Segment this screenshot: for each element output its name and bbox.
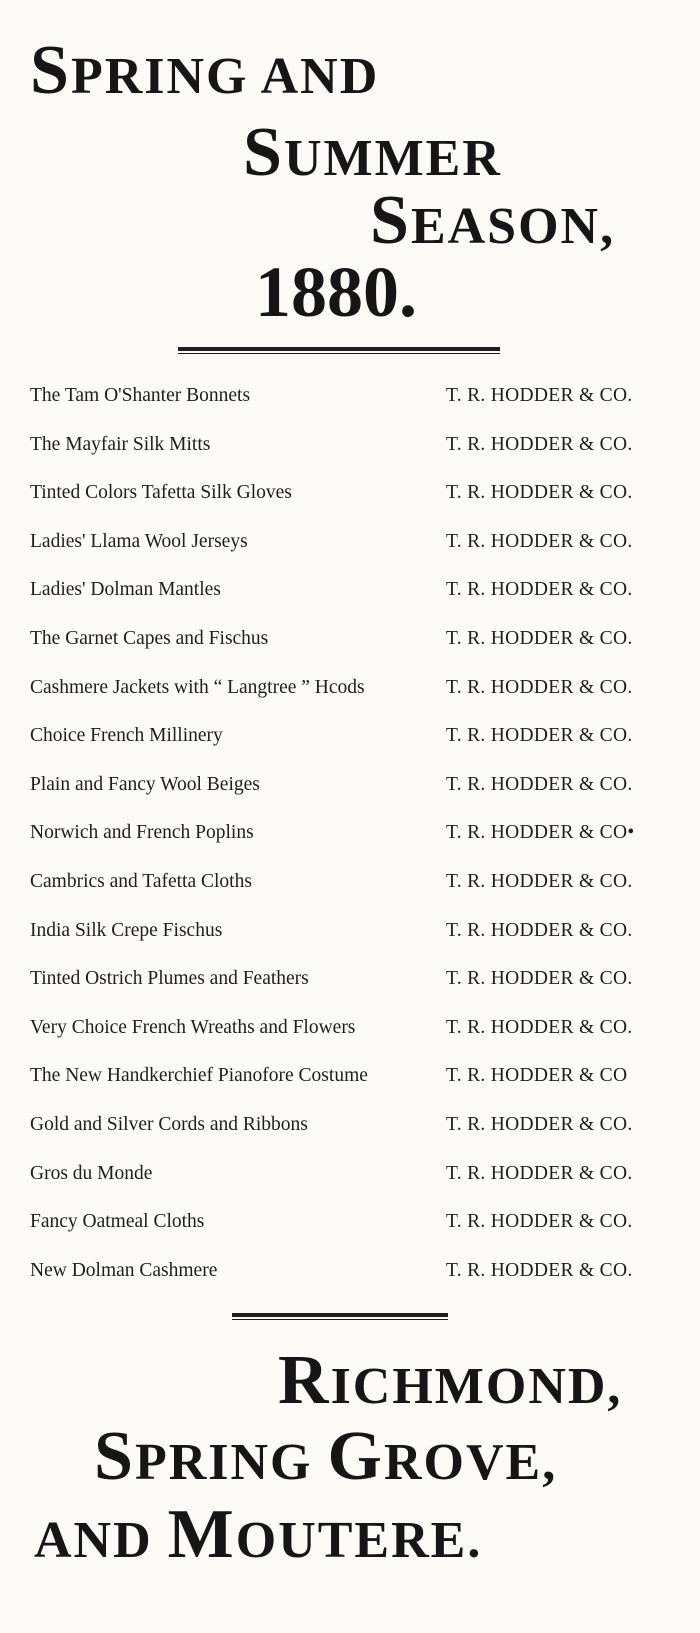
footer-initial: M: [167, 1496, 236, 1573]
heading-line-spring-and: [30, 32, 380, 109]
list-item: [0, 579, 700, 628]
list-item: [0, 822, 700, 871]
footer-text: ICHMOND,: [330, 1358, 623, 1415]
top-divider: [178, 347, 500, 354]
item-vendor: T. R. HODDER & CO.: [446, 433, 633, 455]
item-name: Very Choice French Wreaths and Flowers: [30, 1016, 356, 1038]
item-name: Gold and Silver Cords and Ribbons: [30, 1113, 308, 1135]
item-vendor: T. R. HODDER & CO.: [446, 1016, 633, 1038]
item-name: Cambrics and Tafetta Cloths: [30, 870, 252, 892]
list-item: [0, 1065, 700, 1114]
item-vendor: T. R. HODDER & CO.: [446, 1259, 633, 1281]
item-vendor: T. R. HODDER & CO.: [446, 919, 633, 941]
item-vendor: T. R. HODDER & CO: [446, 1065, 628, 1087]
item-name: The Tam O'Shanter Bonnets: [30, 385, 251, 406]
footer-text: OUTERE.: [235, 1512, 483, 1569]
heading-initial: S: [30, 32, 71, 109]
item-name: The Mayfair Silk Mitts: [30, 433, 211, 455]
heading-line-summer: [243, 114, 502, 191]
footer-line-moutere: [34, 1496, 483, 1573]
list-item: [0, 1163, 700, 1212]
item-name: Choice French Millinery: [30, 725, 223, 747]
heading-text: UMMER: [283, 130, 502, 187]
item-name: Tinted Colors Tafetta Silk Gloves: [30, 482, 292, 504]
footer-text: ROVE,: [383, 1434, 558, 1491]
list-item: [0, 871, 700, 920]
item-vendor: T. R. HODDER & CO.: [446, 482, 633, 504]
item-vendor: T. R. HODDER & CO.: [446, 530, 633, 552]
heading-initial: S: [370, 182, 411, 259]
item-vendor: T. R. HODDER & CO.: [446, 1113, 633, 1135]
footer-text: AND: [34, 1512, 168, 1569]
footer-initial: R: [278, 1342, 331, 1419]
list-item: [0, 628, 700, 677]
item-name: Ladies' Dolman Mantles: [30, 579, 221, 601]
list-item: [0, 482, 700, 531]
item-list: [0, 385, 700, 1308]
item-vendor: T. R. HODDER & CO.: [446, 579, 633, 601]
list-item: [0, 920, 700, 969]
list-item: [0, 385, 700, 434]
list-item: [0, 1114, 700, 1163]
item-vendor: T. R. HODDER & CO.: [446, 1211, 633, 1233]
footer-line-spring-grove: [94, 1418, 558, 1495]
item-vendor: T. R. HODDER & CO.: [446, 870, 633, 892]
item-name: Plain and Fancy Wool Beiges: [30, 773, 260, 795]
list-item: [0, 1260, 700, 1309]
item-vendor: T. R. HODDER & CO.: [446, 773, 633, 795]
item-name: India Silk Crepe Fischus: [30, 919, 223, 941]
footer-initial: G: [327, 1418, 384, 1495]
item-name: Fancy Oatmeal Cloths: [30, 1211, 205, 1233]
item-vendor: T. R. HODDER & CO.: [446, 1162, 633, 1184]
list-item: [0, 968, 700, 1017]
footer-initial: S: [94, 1418, 135, 1495]
item-name: Gros du Monde: [30, 1162, 153, 1184]
list-item: [0, 1017, 700, 1066]
list-item: [0, 677, 700, 726]
list-item: [0, 531, 700, 580]
footer-line-richmond: [278, 1342, 623, 1419]
heading-initial: S: [243, 114, 284, 191]
item-vendor: T. R. HODDER & CO.: [446, 385, 633, 406]
item-vendor: T. R. HODDER & CO.: [446, 676, 633, 698]
list-item: [0, 725, 700, 774]
item-vendor: T. R. HODDER & CO•: [446, 822, 635, 844]
heading-line-season: [370, 182, 616, 259]
heading-year: 1880.: [255, 252, 417, 332]
list-item: [0, 774, 700, 823]
item-vendor: T. R. HODDER & CO.: [446, 725, 633, 747]
list-item: [0, 1211, 700, 1260]
item-vendor: T. R. HODDER & CO.: [446, 968, 633, 990]
heading-text: PRING AND: [70, 48, 380, 105]
item-name: Tinted Ostrich Plumes and Feathers: [30, 968, 309, 990]
item-name: Norwich and French Poplins: [30, 822, 254, 844]
list-item: [0, 434, 700, 483]
bottom-divider: [232, 1313, 448, 1320]
item-name: Cashmere Jackets with “ Langtree ” Hcods: [30, 676, 365, 698]
item-vendor: T. R. HODDER & CO.: [446, 627, 633, 649]
item-name: New Dolman Cashmere: [30, 1259, 218, 1281]
footer-text: PRING: [134, 1434, 328, 1491]
item-name: The Garnet Capes and Fischus: [30, 627, 269, 649]
heading-text: EASON,: [410, 198, 616, 255]
item-name: The New Handkerchief Pianofore Costume: [30, 1065, 368, 1087]
item-name: Ladies' Llama Wool Jerseys: [30, 530, 248, 552]
